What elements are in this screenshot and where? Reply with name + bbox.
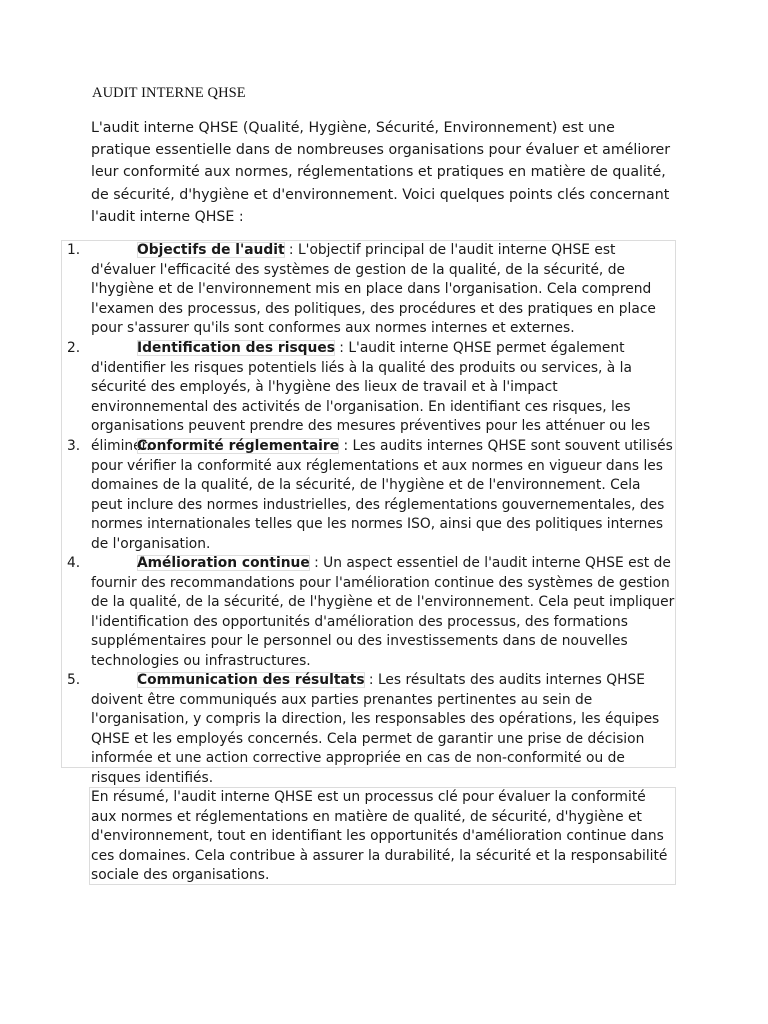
list-item-title: Objectifs de l'audit: [137, 242, 285, 258]
list-item: [67, 241, 676, 339]
list-item-number: 3.: [67, 438, 81, 454]
list-item-title: Identification des risques: [137, 340, 335, 356]
document-title: AUDIT INTERNE QHSE: [92, 85, 246, 101]
list-item-text: : Les résultats des audits internes QHSE doivent être communiqués aux parties prenantes pertinentes au sein de l'organisation, y compris la direction, les responsables des opérations, les équipes QHSE et les employés concernés. Cela permet de garantir une prise de décision informée et une action corrective appropriée en cas de non-conformité ou de risques identifiés.: [91, 672, 660, 786]
list-item-number: 4.: [67, 555, 81, 571]
list-item: [67, 671, 676, 789]
intro-paragraph: L'audit interne QHSE (Qualité, Hygiène, Sécurité, Environnement) est une pratique essentielle dans de nombreuses organisations pour évaluer et améliorer leur conformité aux normes, réglementations et pratiques en matière de qualité, de sécurité, d'hygiène et d'environnement. Voici quelques points clés concernant l'audit interne QHSE :: [91, 120, 671, 225]
list-item-text: : L'audit interne QHSE permet également d'identifier les risques potentiels liés à la qualité des produits ou services, à la sécurité des employés, à l'hygiène des lieux de travail et à l'impact environnemental des activités de l'organisation. En identifiant ces risques, les organisations peuvent prendre des mesures préventives pour les atténuer ou les éliminer.: [91, 340, 651, 454]
summary-paragraph: En résumé, l'audit interne QHSE est un processus clé pour évaluer la conformité aux normes et réglementations en matière de qualité, de sécurité, d'hygiène et d'environnement, tout en identifiant les opportunités d'amélioration continue dans ces domaines. Cela contribue à assurer la durabilité, la sécurité et la responsabilité sociale des organisations.: [91, 789, 668, 884]
list-item-number: 5.: [67, 672, 81, 688]
list-item-text: : L'objectif principal de l'audit interne QHSE est d'évaluer l'efficacité des systèmes de gestion de la qualité, de la sécurité, de l'hygiène et de l'environnement mis en place dans l'organisation. Cela comprend l'examen des processus, des politiques, des procédures et des pratiques en place pour s'assurer qu'ils sont conformes aux normes internes et externes.: [91, 242, 656, 337]
list-item: [67, 437, 676, 555]
list-item-title: Communication des résultats: [137, 672, 365, 688]
list-item: [67, 554, 676, 672]
list-item-title: Amélioration continue: [137, 555, 310, 571]
list-item-text: : Un aspect essentiel de l'audit interne QHSE est de fournir des recommandations pour l'amélioration continue des systèmes de gestion de la qualité, de la sécurité, de l'hygiène et de l'environnement. Cela peut impliquer l'identification des opportunités d'amélioration des processus, des formations supplémentaires pour le personnel ou des investissements dans de nouvelles technologies ou infrastructures.: [91, 555, 675, 669]
list-item-number: 2.: [67, 340, 81, 356]
list-item-number: 1.: [67, 242, 81, 258]
list-item-text: : Les audits internes QHSE sont souvent utilisés pour vérifier la conformité aux réglementations et aux normes en vigueur dans les domaines de la qualité, de la sécurité, de l'hygiène et de l'environnement. Cela peut inclure des normes industrielles, des réglementations gouvernementales, des normes internationales telles que les normes ISO, ainsi que des politiques internes de l'organisation.: [91, 438, 673, 552]
list-item-title: Conformité réglementaire: [137, 438, 340, 454]
